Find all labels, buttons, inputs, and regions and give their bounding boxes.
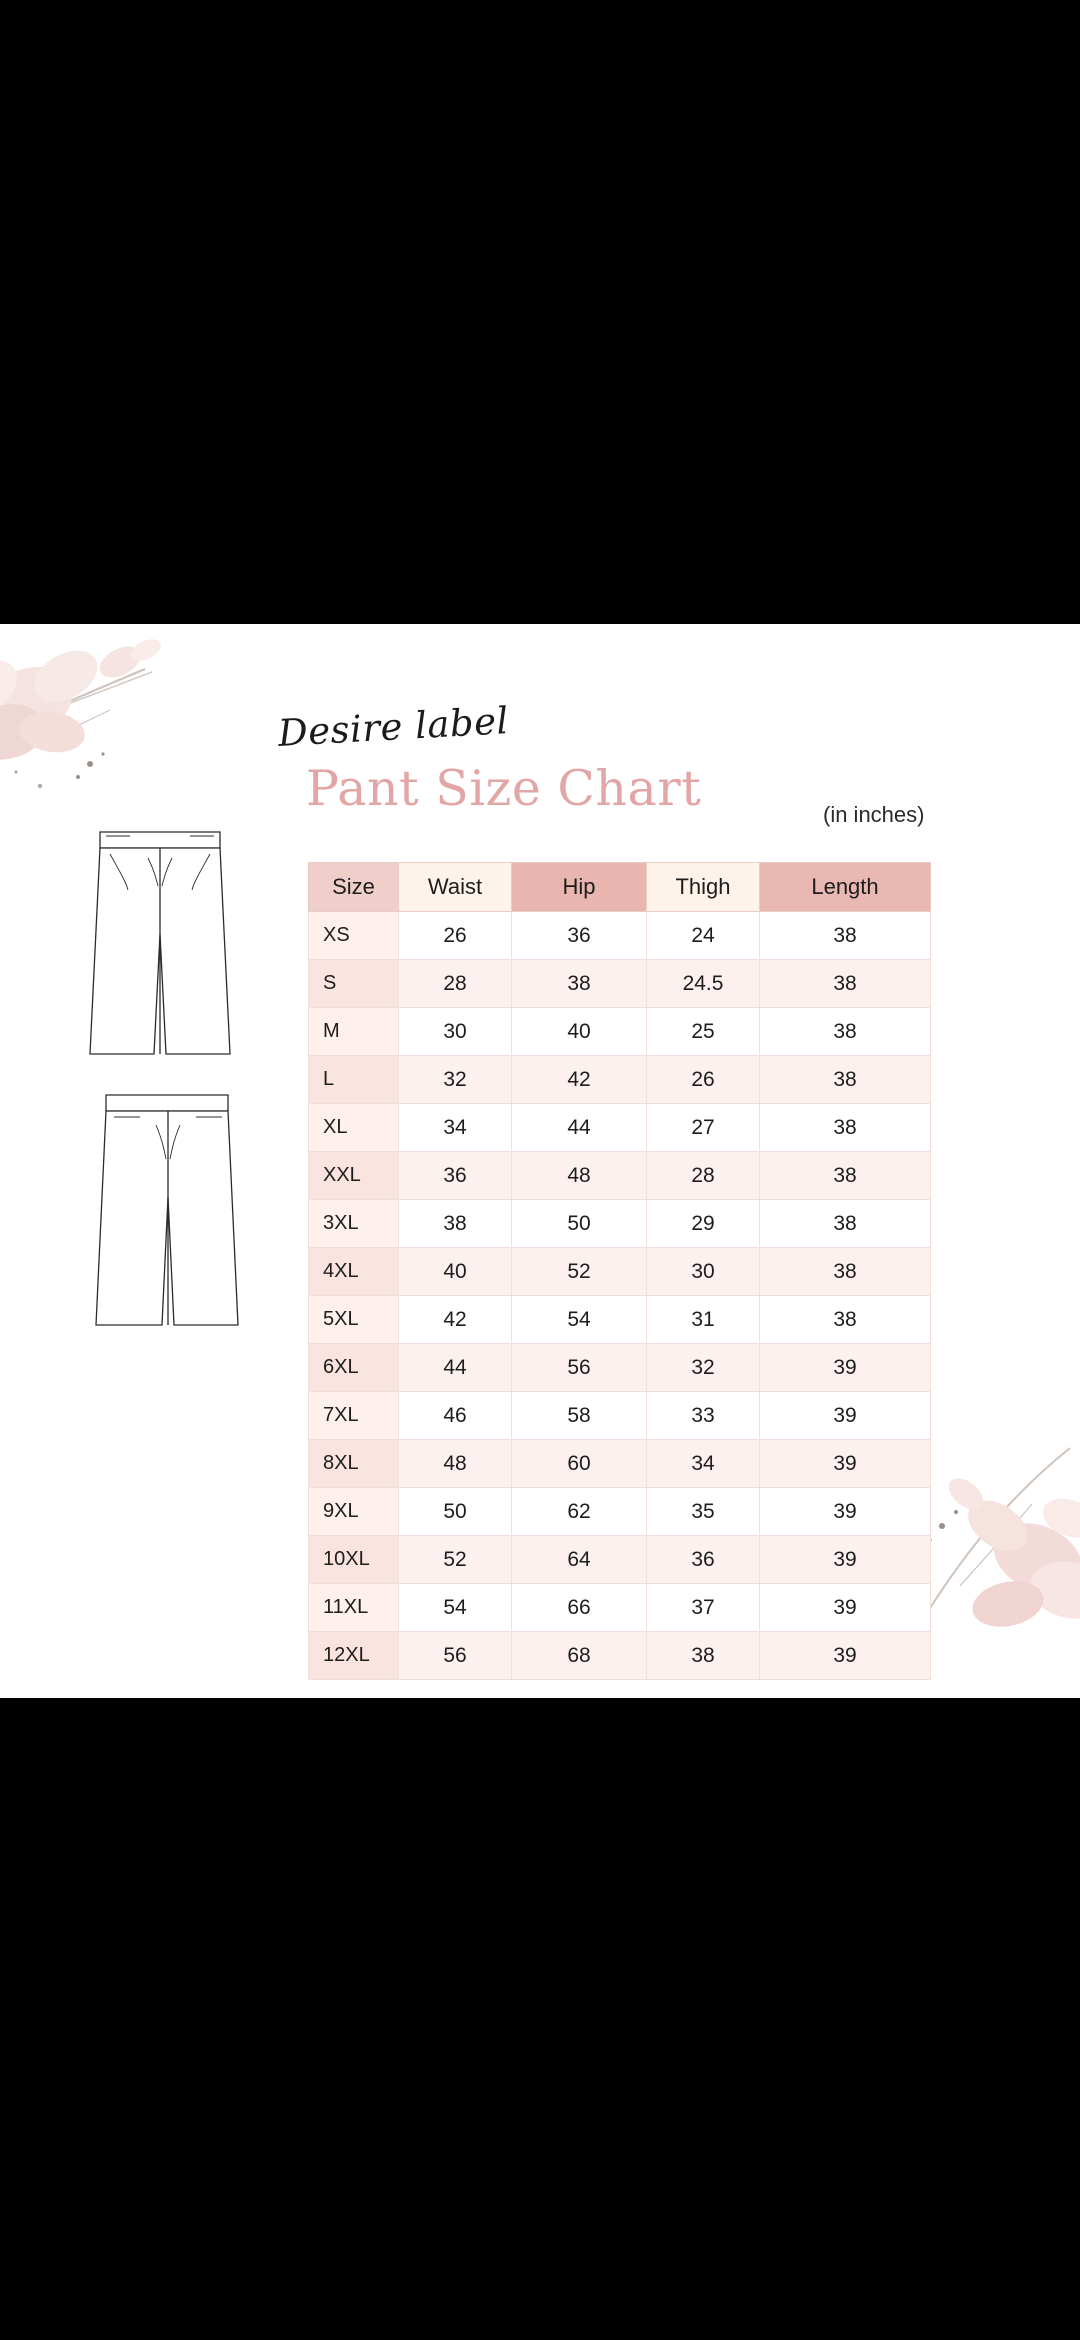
table-row: [309, 960, 931, 1008]
cell-hip: 58: [512, 1392, 647, 1440]
cell-thigh: 24.5: [647, 960, 760, 1008]
column-header-thigh: Thigh: [647, 863, 760, 912]
cell-size: 4XL: [309, 1248, 399, 1296]
table-row: [309, 1296, 931, 1344]
cell-length: 38: [760, 912, 931, 960]
cell-hip: 42: [512, 1056, 647, 1104]
cell-hip: 40: [512, 1008, 647, 1056]
cell-thigh: 27: [647, 1104, 760, 1152]
cell-size: 3XL: [309, 1200, 399, 1248]
cell-length: 39: [760, 1440, 931, 1488]
cell-length: 39: [760, 1584, 931, 1632]
units-note: (in inches): [823, 802, 925, 827]
cell-thigh: 36: [647, 1536, 760, 1584]
cell-hip: 52: [512, 1248, 647, 1296]
cell-size: 7XL: [309, 1392, 399, 1440]
cell-thigh: 35: [647, 1488, 760, 1536]
cell-thigh: 31: [647, 1296, 760, 1344]
cell-size: 11XL: [309, 1584, 399, 1632]
cell-size: 5XL: [309, 1296, 399, 1344]
cell-hip: 68: [512, 1632, 647, 1680]
cell-length: 39: [760, 1392, 931, 1440]
cell-waist: 44: [399, 1344, 512, 1392]
cell-waist: 40: [399, 1248, 512, 1296]
table-row: [309, 1440, 931, 1488]
cell-hip: 38: [512, 960, 647, 1008]
cell-size: L: [309, 1056, 399, 1104]
cell-thigh: 29: [647, 1200, 760, 1248]
table-row: [309, 912, 931, 960]
cell-length: 39: [760, 1488, 931, 1536]
cell-length: 38: [760, 1056, 931, 1104]
cell-hip: 66: [512, 1584, 647, 1632]
table-row: [309, 1008, 931, 1056]
size-chart-table: [308, 862, 931, 1680]
cell-waist: 26: [399, 912, 512, 960]
cell-length: 39: [760, 1536, 931, 1584]
cell-size: 8XL: [309, 1440, 399, 1488]
brand-name: Desire label: [276, 699, 510, 755]
pant-back-illustration: [78, 1079, 258, 1334]
cell-thigh: 24: [647, 912, 760, 960]
cell-hip: 62: [512, 1488, 647, 1536]
table-row: [309, 1344, 931, 1392]
cell-size: 12XL: [309, 1632, 399, 1680]
cell-waist: 48: [399, 1440, 512, 1488]
cell-hip: 56: [512, 1344, 647, 1392]
cell-hip: 44: [512, 1104, 647, 1152]
cell-length: 39: [760, 1632, 931, 1680]
cell-waist: 36: [399, 1152, 512, 1200]
cell-hip: 48: [512, 1152, 647, 1200]
table-row: [309, 1248, 931, 1296]
table-row: [309, 1392, 931, 1440]
cell-size: XXL: [309, 1152, 399, 1200]
table-row: [309, 1056, 931, 1104]
table-row: [309, 1488, 931, 1536]
size-chart-card: [0, 624, 1080, 1698]
cell-waist: 52: [399, 1536, 512, 1584]
cell-waist: 54: [399, 1584, 512, 1632]
cell-waist: 30: [399, 1008, 512, 1056]
cell-size: XL: [309, 1104, 399, 1152]
table-row: [309, 1632, 931, 1680]
table-row: [309, 1104, 931, 1152]
table-header-row: [309, 863, 931, 912]
cell-hip: 36: [512, 912, 647, 960]
cell-size: 6XL: [309, 1344, 399, 1392]
cell-size: XS: [309, 912, 399, 960]
cell-length: 38: [760, 1104, 931, 1152]
cell-length: 38: [760, 960, 931, 1008]
table-row: [309, 1584, 931, 1632]
cell-length: 38: [760, 1008, 931, 1056]
cell-hip: 54: [512, 1296, 647, 1344]
cell-size: 10XL: [309, 1536, 399, 1584]
cell-hip: 50: [512, 1200, 647, 1248]
cell-thigh: 33: [647, 1392, 760, 1440]
cell-thigh: 34: [647, 1440, 760, 1488]
table-row: [309, 1536, 931, 1584]
cell-size: M: [309, 1008, 399, 1056]
cell-size: 9XL: [309, 1488, 399, 1536]
cell-hip: 64: [512, 1536, 647, 1584]
cell-thigh: 37: [647, 1584, 760, 1632]
cell-length: 38: [760, 1248, 931, 1296]
cell-waist: 32: [399, 1056, 512, 1104]
cell-length: 38: [760, 1152, 931, 1200]
pant-front-illustration: [70, 814, 250, 1064]
column-header-length: Length: [760, 863, 931, 912]
cell-waist: 34: [399, 1104, 512, 1152]
cell-size: S: [309, 960, 399, 1008]
cell-thigh: 30: [647, 1248, 760, 1296]
column-header-hip: Hip: [512, 863, 647, 912]
cell-thigh: 28: [647, 1152, 760, 1200]
cell-thigh: 26: [647, 1056, 760, 1104]
cell-length: 38: [760, 1200, 931, 1248]
cell-waist: 46: [399, 1392, 512, 1440]
cell-hip: 60: [512, 1440, 647, 1488]
cell-waist: 38: [399, 1200, 512, 1248]
column-header-size: Size: [309, 863, 399, 912]
cell-waist: 42: [399, 1296, 512, 1344]
cell-thigh: 38: [647, 1632, 760, 1680]
cell-waist: 50: [399, 1488, 512, 1536]
table-row: [309, 1200, 931, 1248]
cell-waist: 28: [399, 960, 512, 1008]
page-title: Pant Size Chart: [306, 760, 702, 817]
cell-length: 39: [760, 1344, 931, 1392]
table-row: [309, 1152, 931, 1200]
cell-length: 38: [760, 1296, 931, 1344]
cell-thigh: 32: [647, 1344, 760, 1392]
column-header-waist: Waist: [399, 863, 512, 912]
cell-waist: 56: [399, 1632, 512, 1680]
cell-thigh: 25: [647, 1008, 760, 1056]
